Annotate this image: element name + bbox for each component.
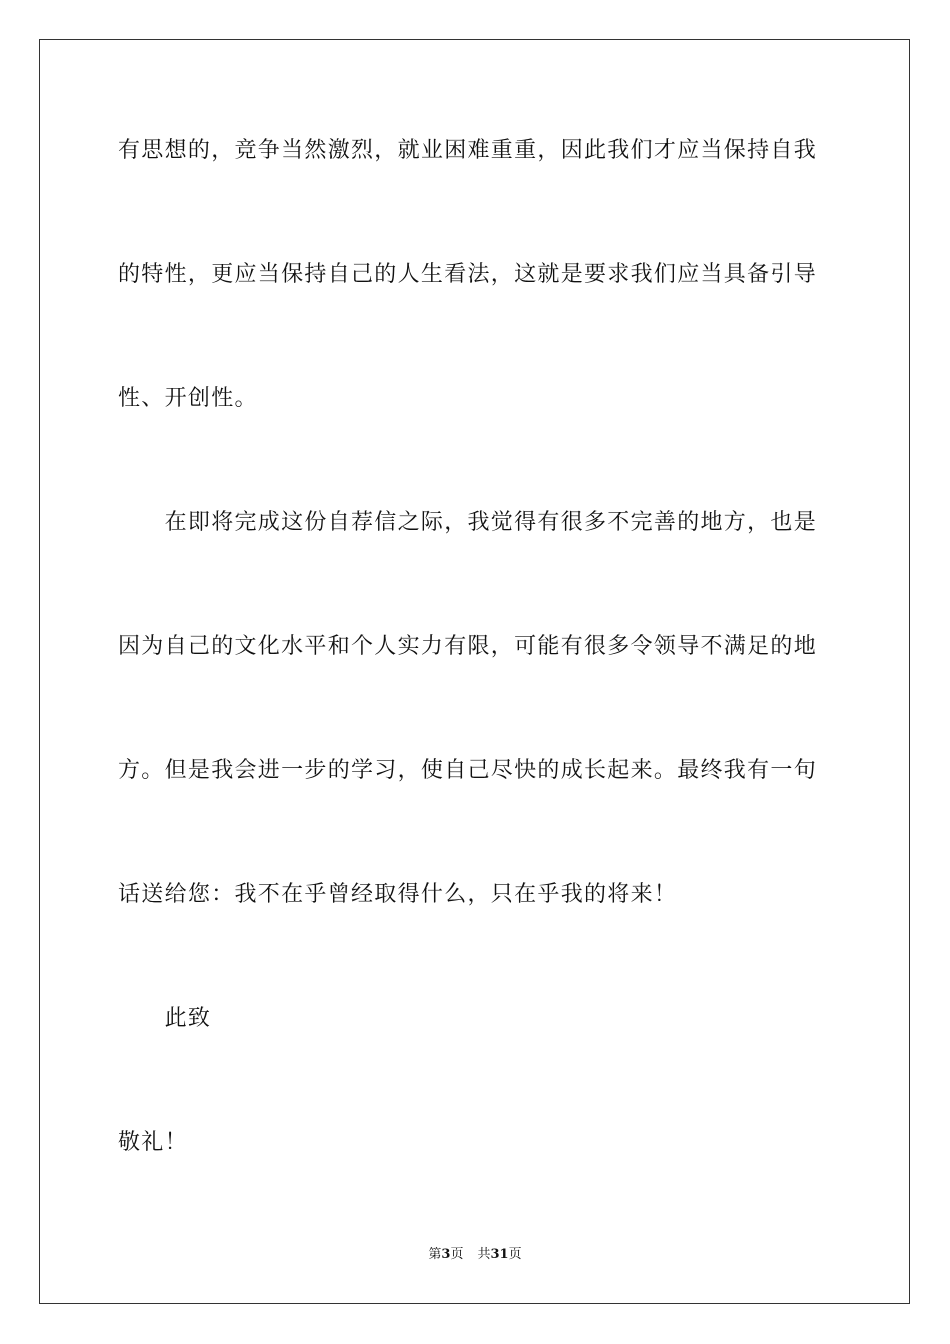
page-border <box>39 39 910 1304</box>
paragraph-2-line-4: 话送给您：我不在乎曾经取得什么，只在乎我的将来！ <box>118 882 678 907</box>
total-pages: 31 <box>490 1247 509 1262</box>
paragraph-2-line-3: 方。但是我会进一步的学习，使自己尽快的成长起来。最终我有一句 <box>118 758 818 783</box>
paragraph-1-line-3: 性、开创性。 <box>118 386 258 411</box>
paragraph-2-line-2: 因为自己的文化水平和个人实力有限，可能有很多令领导不满足的地 <box>118 634 818 659</box>
paragraph-2-line-1: 在即将完成这份自荐信之际，我觉得有很多不完善的地方，也是 <box>118 510 818 535</box>
closing-line: 此致 <box>118 1006 212 1031</box>
page-suffix: 页 <box>450 1247 464 1262</box>
paragraph-1-line-2: 的特性，更应当保持自己的人生看法，这就是要求我们应当具备引导 <box>118 262 818 287</box>
page-footer <box>0 1246 950 1264</box>
total-prefix: 共 <box>477 1247 491 1262</box>
salutation-line: 敬礼！ <box>118 1130 188 1155</box>
total-suffix: 页 <box>508 1247 522 1262</box>
paragraph-1-line-1: 有思想的，竞争当然激烈，就业困难重重，因此我们才应当保持自我 <box>118 138 818 163</box>
page-number: 3 <box>441 1247 451 1262</box>
page-prefix: 第 <box>428 1247 442 1262</box>
